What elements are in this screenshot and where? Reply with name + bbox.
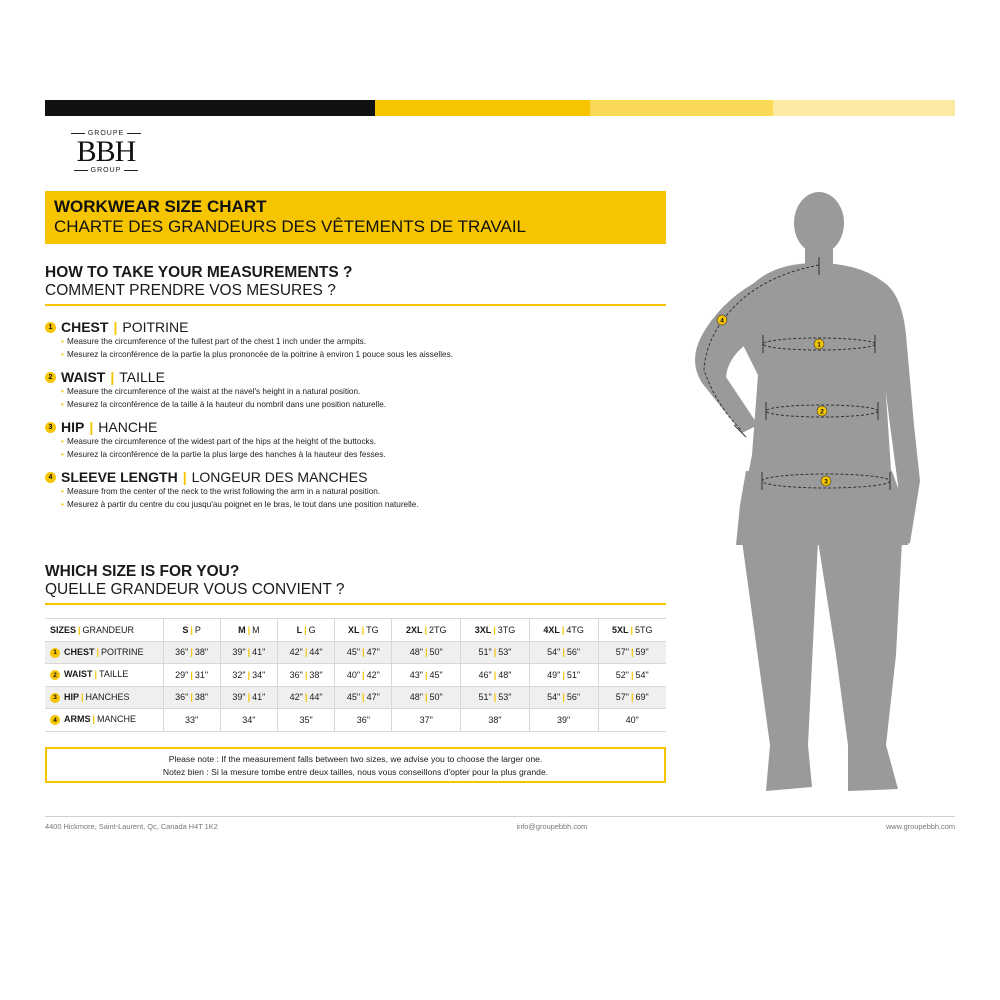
measure-desc-en: • Measure the circumference of the widest part of the hips at the height of the buttocks. bbox=[45, 436, 666, 449]
table-cell: 35" bbox=[277, 709, 334, 732]
note-box bbox=[45, 747, 666, 783]
page-title-band bbox=[45, 191, 666, 244]
footer-address: 4400 Hickmore, Saint-Laurent, Qc, Canada H4T 1K2 bbox=[45, 822, 218, 831]
table-cell: 45" | 47" bbox=[335, 686, 392, 709]
separator: | bbox=[110, 369, 115, 385]
number-badge-icon: 3 bbox=[45, 422, 56, 433]
logo-bottom-text: GROUP bbox=[64, 167, 148, 174]
size-col-header: 3XL | 3TG bbox=[461, 619, 530, 642]
measure-desc-fr: • Mesurez la circonférence de la taille à la hauteur du nombril dans une position naturelle. bbox=[45, 399, 666, 412]
measure-desc-fr: • Mesurez à partir du centre du cou jusqu'au poignet en le bras, le tout dans une position naturelle. bbox=[45, 499, 666, 512]
measure-desc-en: • Measure from the center of the neck to the wrist following the arm in a natural position. bbox=[45, 486, 666, 499]
silhouette-body bbox=[695, 192, 920, 791]
table-cell: 48" | 50" bbox=[392, 686, 461, 709]
top-color-bar bbox=[45, 100, 955, 116]
measure-title-en: HIP bbox=[61, 419, 85, 435]
table-cell: 48" | 50" bbox=[392, 641, 461, 664]
measure-desc-fr: • Mesurez la circonférence de la partie la plus large des hanches à la hauteur des fesses. bbox=[45, 449, 666, 462]
size-heading-en: WHICH SIZE IS FOR YOU? bbox=[45, 563, 240, 580]
marker-3-icon bbox=[821, 476, 831, 486]
measure-desc-fr: • Mesurez la circonférence de la partie la plus prononcée de la poitrine à environ 1 pouce sous les aisselles. bbox=[45, 349, 666, 362]
table-row-hip bbox=[45, 686, 666, 709]
row-label: 1 CHEST | POITRINE bbox=[45, 641, 163, 664]
page-title-en: WORKWEAR SIZE CHART bbox=[54, 197, 267, 216]
table-cell: 43" | 45" bbox=[392, 664, 461, 687]
measure-title-en: CHEST bbox=[61, 319, 109, 335]
measure-title-fr: TAILLE bbox=[119, 369, 165, 385]
number-badge-icon: 2 bbox=[50, 670, 60, 680]
size-table bbox=[45, 618, 666, 732]
table-cell: 46" | 48" bbox=[461, 664, 530, 687]
body-silhouette-figure bbox=[676, 185, 956, 805]
number-badge-icon: 1 bbox=[45, 322, 56, 333]
page-title-fr: CHARTE DES GRANDEURS DES VÊTEMENTS DE TRAVAIL bbox=[54, 217, 526, 236]
footer-email[interactable]: info@groupebbh.com bbox=[516, 822, 588, 831]
table-cell: 54" | 56" bbox=[529, 686, 598, 709]
row-label: 4 ARMS | MANCHE bbox=[45, 709, 163, 732]
logo-main-text: BBH bbox=[76, 135, 136, 168]
number-badge-icon: 3 bbox=[50, 693, 60, 703]
color-bar-black bbox=[45, 100, 375, 116]
table-cell: 40" | 42" bbox=[335, 664, 392, 687]
color-bar-light-yellow bbox=[590, 100, 773, 116]
separator: | bbox=[182, 469, 187, 485]
footer-website[interactable]: www.groupebbh.com bbox=[885, 822, 955, 831]
measure-title-fr: LONGEUR DES MANCHES bbox=[191, 469, 368, 485]
color-bar-pale-yellow bbox=[773, 100, 955, 116]
logo-top-text: GROUPE bbox=[64, 130, 148, 137]
note-en: Please note : If the measurement falls between two sizes, we advise you to choose the larger one. bbox=[168, 754, 543, 764]
size-col-header: 5XL | 5TG bbox=[598, 619, 666, 642]
table-row-chest bbox=[45, 641, 666, 664]
silhouette-head bbox=[794, 192, 844, 254]
svg-text:3: 3 bbox=[824, 478, 828, 486]
table-row-waist bbox=[45, 664, 666, 687]
marker-4-icon bbox=[717, 315, 727, 325]
table-cell: 33" bbox=[163, 709, 220, 732]
measure-sleeve bbox=[45, 469, 666, 511]
number-badge-icon: 1 bbox=[50, 648, 60, 658]
silhouette-right-leg bbox=[818, 541, 902, 791]
silhouette-torso bbox=[738, 263, 892, 485]
table-row-arms bbox=[45, 709, 666, 732]
table-cell: 45" | 47" bbox=[335, 641, 392, 664]
measurements-heading-fr: COMMENT PRENDRE VOS MESURES ? bbox=[45, 282, 336, 299]
measure-hip bbox=[45, 419, 666, 461]
marker-1-icon bbox=[814, 339, 824, 349]
measure-desc-en: • Measure the circumference of the fullest part of the chest 1 inch under the armpits. bbox=[45, 336, 666, 349]
size-heading bbox=[45, 563, 666, 605]
number-badge-icon: 2 bbox=[45, 372, 56, 383]
measurements-heading bbox=[45, 264, 666, 306]
separator: | bbox=[113, 319, 118, 335]
measurements-heading-en: HOW TO TAKE YOUR MEASUREMENTS ? bbox=[45, 264, 353, 281]
footer bbox=[45, 816, 955, 831]
table-cell: 36" | 38" bbox=[277, 664, 334, 687]
table-cell: 39" | 41" bbox=[220, 641, 277, 664]
table-cell: 57" | 59" bbox=[598, 641, 666, 664]
table-cell: 42" | 44" bbox=[277, 686, 334, 709]
table-cell: 36" | 38" bbox=[163, 686, 220, 709]
table-cell: 32" | 34" bbox=[220, 664, 277, 687]
table-cell: 39" bbox=[529, 709, 598, 732]
header-en: SIZES bbox=[50, 624, 77, 635]
silhouette-left-leg bbox=[742, 541, 818, 791]
svg-text:4: 4 bbox=[720, 317, 724, 325]
size-col-header: XL | TG bbox=[335, 619, 392, 642]
size-col-header: 2XL | 2TG bbox=[392, 619, 461, 642]
size-col-header: L | G bbox=[277, 619, 334, 642]
table-cell: 40" bbox=[598, 709, 666, 732]
table-cell: 38" bbox=[461, 709, 530, 732]
table-cell: 36" | 38" bbox=[163, 641, 220, 664]
table-header-label: SIZES | GRANDEUR bbox=[45, 619, 163, 642]
measurement-instructions bbox=[45, 319, 666, 519]
separator: | bbox=[89, 419, 94, 435]
number-badge-icon: 4 bbox=[45, 472, 56, 483]
size-col-header: 4XL | 4TG bbox=[529, 619, 598, 642]
table-cell: 51" | 53" bbox=[461, 641, 530, 664]
measure-title-fr: HANCHE bbox=[98, 419, 158, 435]
table-cell: 54" | 56" bbox=[529, 641, 598, 664]
row-label: 3 HIP | HANCHES bbox=[45, 686, 163, 709]
table-cell: 34" bbox=[220, 709, 277, 732]
marker-2-icon bbox=[817, 406, 827, 416]
note-fr: Notez bien : Si la mesure tombe entre deux tailles, nous vous conseillons d'opter pour la plus grande. bbox=[162, 767, 549, 777]
size-col-header: S | P bbox=[163, 619, 220, 642]
number-badge-icon: 4 bbox=[50, 715, 60, 725]
bbh-logo bbox=[64, 130, 148, 178]
table-cell: 52" | 54" bbox=[598, 664, 666, 687]
row-label: 2 WAIST | TAILLE bbox=[45, 664, 163, 687]
table-cell: 36" bbox=[335, 709, 392, 732]
size-col-header: M | M bbox=[220, 619, 277, 642]
table-cell: 29" | 31" bbox=[163, 664, 220, 687]
table-header-row bbox=[45, 619, 666, 642]
measure-title-en: WAIST bbox=[61, 369, 106, 385]
svg-text:2: 2 bbox=[820, 408, 824, 416]
table-cell: 37" bbox=[392, 709, 461, 732]
color-bar-yellow bbox=[375, 100, 590, 116]
svg-text:1: 1 bbox=[817, 341, 821, 349]
table-cell: 42" | 44" bbox=[277, 641, 334, 664]
table-cell: 39" | 41" bbox=[220, 686, 277, 709]
measure-chest bbox=[45, 319, 666, 361]
header-fr: GRANDEUR bbox=[82, 624, 135, 635]
table-cell: 57" | 69" bbox=[598, 686, 666, 709]
table-cell: 51" | 53" bbox=[461, 686, 530, 709]
size-heading-fr: QUELLE GRANDEUR VOUS CONVIENT ? bbox=[45, 581, 345, 598]
table-cell: 49" | 51" bbox=[529, 664, 598, 687]
measure-desc-en: • Measure the circumference of the waist at the navel's height in a natural position. bbox=[45, 386, 666, 399]
measure-title-en: SLEEVE LENGTH bbox=[61, 469, 178, 485]
measure-title-fr: POITRINE bbox=[122, 319, 189, 335]
measure-waist bbox=[45, 369, 666, 411]
